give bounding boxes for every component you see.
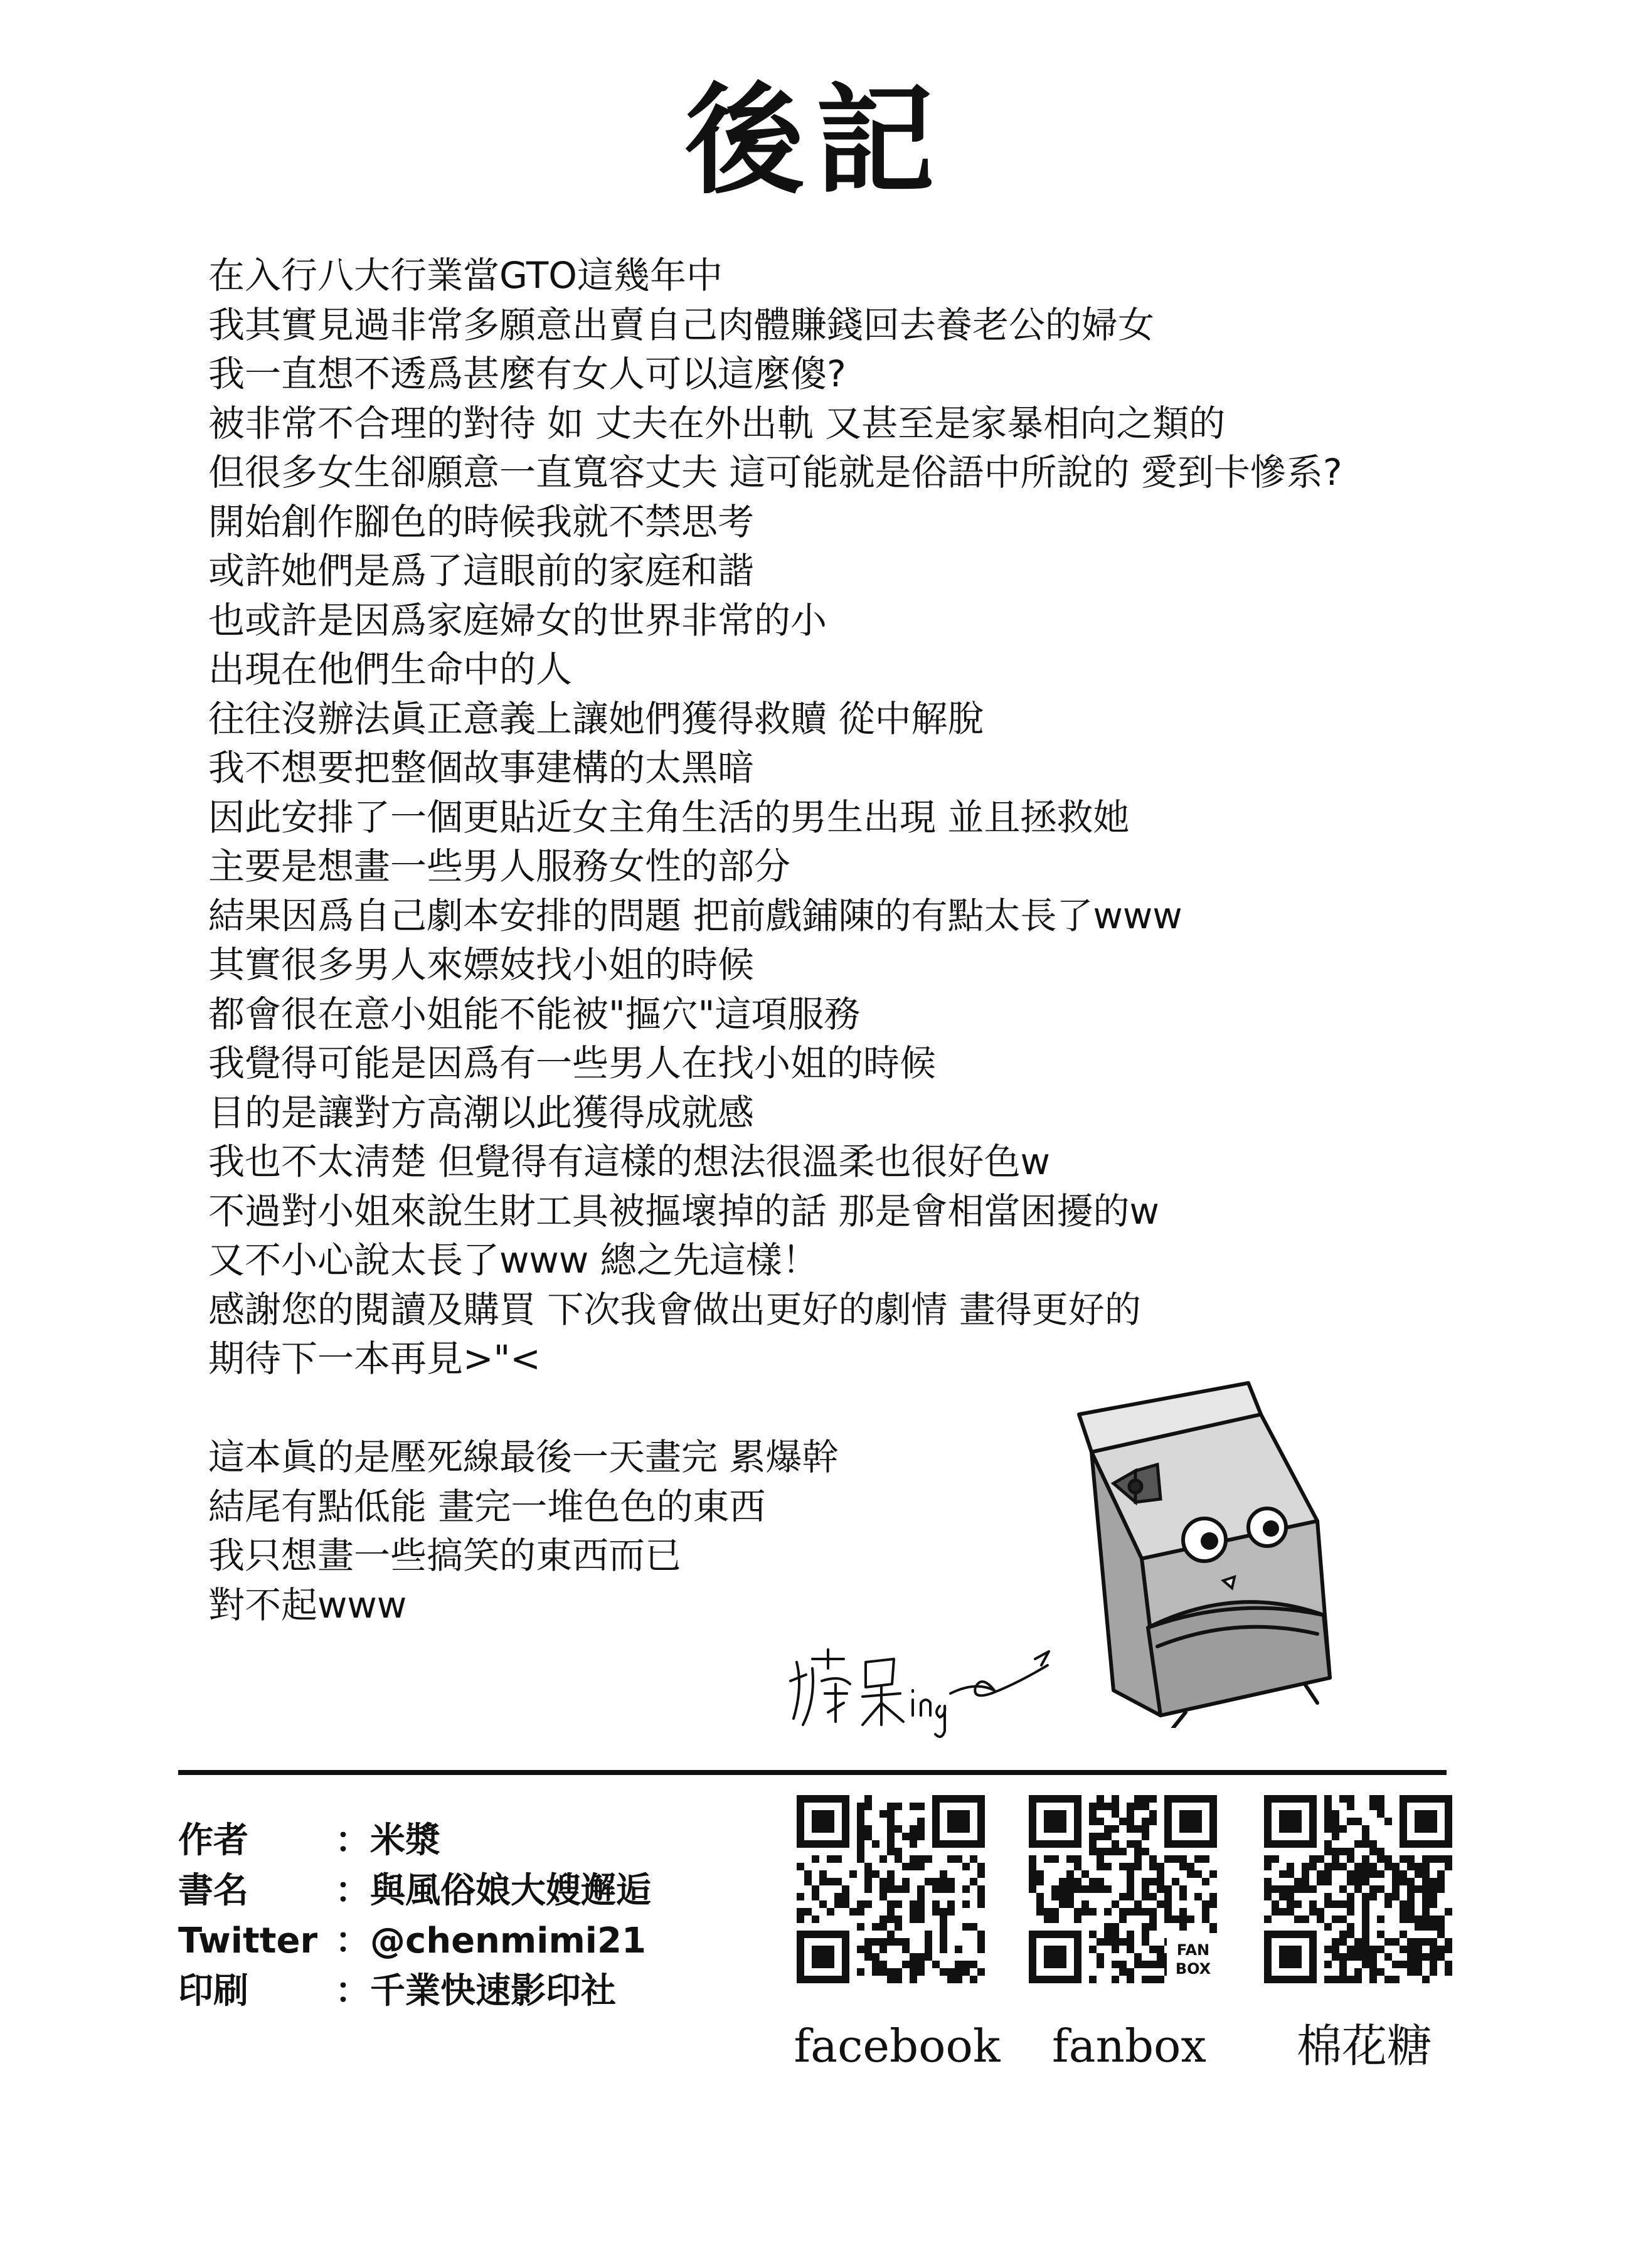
credit-label: Twitter	[178, 1921, 318, 1961]
credit-value: ：米漿	[335, 1820, 440, 1861]
qr-group-marshmallow	[1264, 1795, 1465, 2071]
credit-row-twitter	[178, 1916, 805, 1966]
credit-label: 書名	[178, 1870, 248, 1911]
svg-text:BOX: BOX	[1175, 1960, 1211, 1978]
text-line: 我一直想不透爲甚麼有女人可以這麼傻?	[208, 352, 846, 395]
text-line: 但很多女生卻願意一直寬容丈夫 這可能就是俗語中所說的 愛到卡慘系?	[208, 451, 1342, 494]
text-line: 結尾有點低能 畫完一堆色色的東西	[208, 1485, 766, 1528]
text-line: 我不想要把整個故事建構的太黑暗	[208, 746, 755, 789]
text-line: 在入行八大行業當GTO這幾年中	[208, 254, 723, 297]
facebook-qr-code[interactable]	[797, 1795, 985, 1983]
text-line: 也或許是因爲家庭婦女的世界非常的小	[208, 598, 827, 642]
qr-group-fanbox	[1029, 1795, 1230, 2071]
credit-value: ：千業快速影印社	[335, 1971, 616, 2011]
text-line: 出現在他們生命中的人	[208, 648, 573, 691]
qr-label: fanbox	[1052, 2020, 1206, 2072]
credit-label: 印刷	[178, 1971, 248, 2011]
text-line: 對不起www	[208, 1583, 407, 1626]
qr-group-facebook	[794, 1795, 1001, 2072]
text-line: 我也不太淸楚 但覺得有這樣的想法很溫柔也很好色w	[208, 1140, 1050, 1183]
page-title: 後記	[684, 72, 946, 210]
divider-rule	[178, 1770, 1447, 1775]
text-line: 結果因爲自己劇本安排的問題 把前戲鋪陳的有點太長了www	[208, 894, 1182, 937]
text-line: 都會很在意小姐能不能被"摳穴"這項服務	[208, 992, 861, 1036]
credit-row-author	[178, 1816, 805, 1866]
text-line: 因此安排了一個更貼近女主角生活的男生出現 並且拯救她	[208, 795, 1130, 839]
fanbox-qr-code[interactable]	[1029, 1795, 1217, 1983]
text-line: 被非常不合理的對待 如 丈夫在外出軌 又甚至是家暴相向之類的	[208, 401, 1226, 445]
text-line: 往往沒辦法眞正意義上讓她們獲得救贖 從中解脫	[208, 697, 984, 740]
credit-label: 作者	[178, 1820, 248, 1861]
credit-value: ：@chenmimi21	[335, 1921, 646, 1961]
text-line: 開始創作腳色的時候我就不禁思考	[208, 500, 755, 543]
text-line: 目的是讓對方高潮以此獲得成就感	[208, 1091, 755, 1134]
qr-label: 棉花糖	[1296, 2020, 1432, 2072]
text-line: 這本眞的是壓死線最後一天畫完 累爆幹	[208, 1436, 839, 1478]
text-line: 主要是想畫一些男人服務女性的部分	[208, 845, 791, 888]
text-line: 感謝您的閱讀及購買 下次我會做出更好的劇情 畫得更好的	[208, 1288, 1141, 1331]
credits-block	[178, 1816, 805, 2016]
text-line: 我覺得可能是因爲有一些男人在找小姐的時候	[208, 1042, 937, 1084]
credit-value: ：與風俗娘大嫂邂逅	[335, 1870, 651, 1911]
qr-label: facebook	[794, 2020, 1001, 2072]
text-line: 不過對小姐來說生財工具被摳壞掉的話 那是會相當困擾的w	[208, 1189, 1159, 1232]
svg-text:FAN: FAN	[1176, 1941, 1210, 1959]
text-line: 其實很多男人來嫖妓找小姐的時候	[208, 943, 755, 986]
text-line: 或許她們是爲了這眼前的家庭和諧	[208, 549, 755, 592]
text-line: 又不小心說太長了www 總之先這樣！	[208, 1239, 819, 1281]
text-line: 我只想畫一些搞笑的東西而已	[208, 1534, 682, 1577]
credit-row-printer	[178, 1966, 805, 2016]
text-line: 期待下一本再見>"<	[208, 1337, 541, 1380]
handwritten-signature-image	[778, 1624, 1104, 1750]
marshmallow-qr-code[interactable]	[1264, 1795, 1452, 1983]
text-line: 我其實見過非常多願意出賣自己肉體賺錢回去養老公的婦女	[208, 303, 1155, 346]
credit-row-title	[178, 1866, 805, 1916]
